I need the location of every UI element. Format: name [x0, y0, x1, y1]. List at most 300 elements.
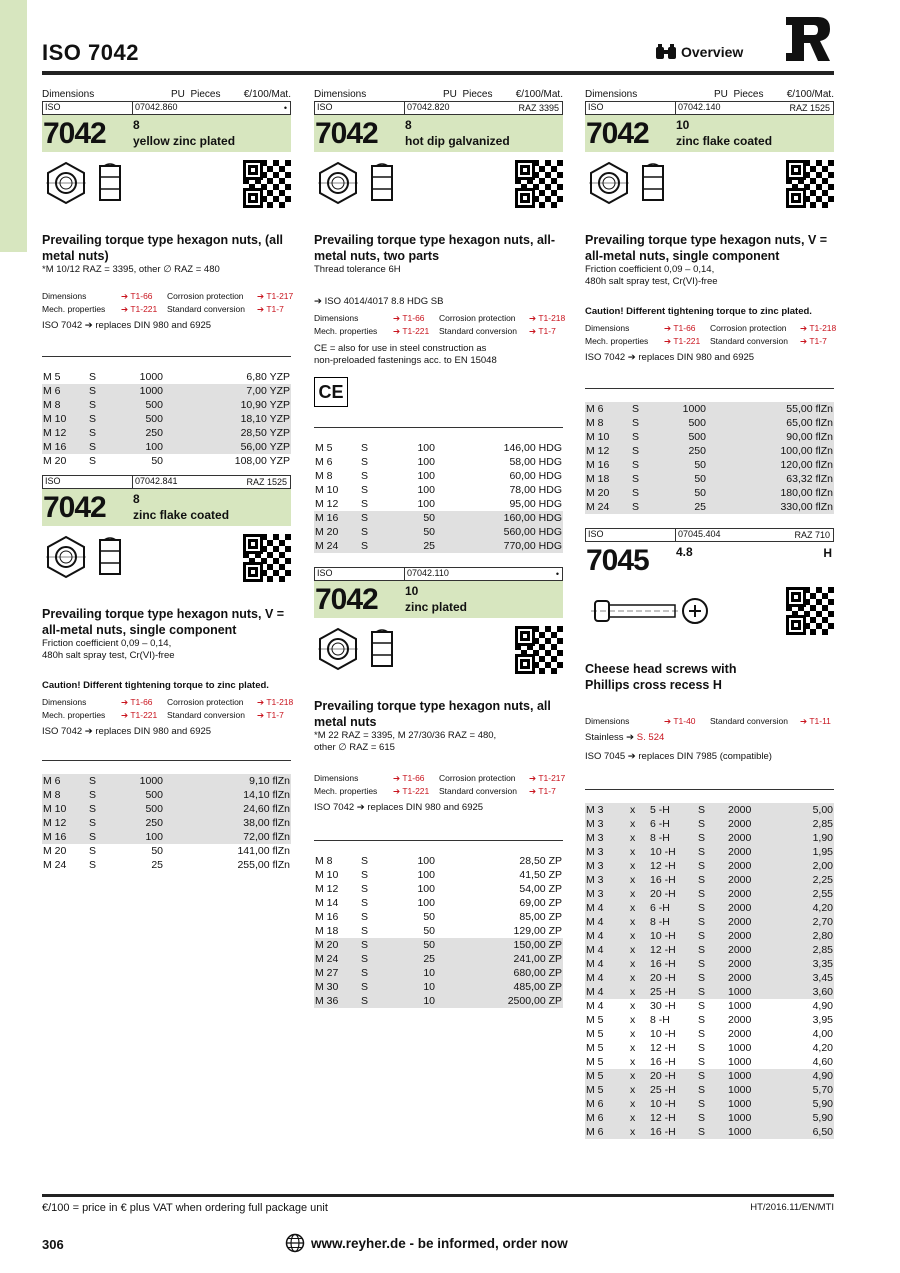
table-cell: 2000 — [727, 943, 777, 957]
table-cell: 560,00 HDG — [436, 525, 563, 539]
table-row[interactable] — [585, 1083, 834, 1097]
table-cell: 50 — [423, 925, 435, 937]
table-row[interactable] — [585, 1125, 834, 1139]
table-row[interactable] — [314, 854, 563, 868]
table-cell: x — [629, 845, 649, 859]
table-row[interactable] — [314, 938, 563, 952]
table-cell: 2000 — [728, 1028, 752, 1040]
table-cell: 108,00 YZP — [234, 455, 290, 467]
table-cell: S — [697, 957, 727, 971]
product-title: Prevailing torque type hexagon nuts, all-metal nuts, two parts — [314, 233, 556, 263]
ref-link[interactable]: ➔ T1-7 — [257, 304, 284, 314]
table-cell: 180,00 flZn — [707, 486, 834, 500]
table-cell: x — [629, 873, 649, 887]
table-cell: 2,85 — [777, 943, 834, 957]
table-cell: 28,50 YZP — [164, 426, 291, 440]
table-cell: 20 -H — [649, 1069, 697, 1083]
table-row[interactable] — [314, 882, 563, 896]
table-row[interactable] — [585, 1111, 834, 1125]
table-cell: x — [629, 1097, 649, 1111]
article-number: 07042.820 — [407, 102, 450, 112]
overview-label: Overview — [681, 44, 744, 60]
table-cell: M 10 — [315, 869, 339, 881]
table-cell: M 6 — [42, 384, 88, 398]
catalog-ref-code: HT/2016.11/EN/MTI — [750, 1202, 834, 1213]
column-header: Dimensions PU Pieces €/100/Mat. — [314, 88, 563, 100]
table-row[interactable] — [585, 1055, 834, 1069]
price-footnote: €/100 = price in € plus VAT when ordering full package unit — [42, 1202, 328, 1214]
table-row[interactable] — [585, 458, 834, 472]
qr-code[interactable] — [786, 160, 834, 208]
table-cell: 10 — [400, 994, 436, 1008]
table-cell: 50 — [671, 486, 707, 500]
table-row[interactable] — [314, 511, 563, 525]
qr-code[interactable] — [243, 534, 291, 582]
table-cell: S — [88, 384, 128, 398]
table-row[interactable] — [585, 831, 834, 845]
table-cell: 6,80 YZP — [246, 371, 290, 383]
table-cell: 4,90 — [777, 1069, 834, 1083]
table-row[interactable] — [585, 402, 834, 416]
table-row[interactable] — [585, 873, 834, 887]
table-row[interactable] — [42, 844, 291, 858]
table-row[interactable] — [42, 816, 291, 830]
table-cell: M 3 — [585, 873, 629, 887]
table-cell: S — [697, 887, 727, 901]
product-drawing — [42, 526, 291, 588]
table-cell: 485,00 ZP — [436, 980, 563, 994]
ref-link[interactable]: ➔ T1-40 — [664, 716, 696, 726]
table-cell: S — [88, 788, 128, 802]
table-cell: M 16 — [42, 830, 88, 844]
table-cell: S — [88, 816, 128, 830]
ref-link[interactable]: ➔ T1-217 — [257, 291, 294, 301]
ref-link[interactable]: ➔ T1-7 — [257, 710, 284, 720]
table-row[interactable] — [585, 943, 834, 957]
table-row[interactable] — [585, 1041, 834, 1055]
product-header[interactable]: 7042 8 yellow zinc plated — [42, 115, 291, 152]
table-cell: 4,20 — [777, 901, 834, 915]
table-cell: M 20 — [314, 938, 360, 952]
table-cell: M 12 — [42, 816, 88, 830]
table-cell: M 18 — [315, 925, 339, 937]
table-cell: 16 -H — [649, 1125, 697, 1139]
table-cell: 680,00 ZP — [436, 966, 563, 980]
table-cell: 250 — [128, 816, 164, 830]
hex-nut-drawing-icon — [46, 534, 128, 580]
table-cell: S — [360, 525, 400, 539]
ref-link[interactable]: ➔ T1-221 — [121, 304, 158, 314]
table-cell: 12 -H — [649, 943, 697, 957]
table-row[interactable] — [585, 1013, 834, 1027]
table-cell: M 24 — [314, 539, 360, 553]
table-cell: 8 -H — [649, 915, 697, 929]
table-cell: S — [697, 915, 727, 929]
table-cell: 330,00 flZn — [707, 500, 834, 514]
table-cell: 2,70 — [777, 915, 834, 929]
ref-link[interactable]: ➔ T1-221 — [121, 710, 158, 720]
ref-link[interactable]: ➔ T1-66 — [121, 291, 153, 301]
table-cell: 90,00 flZn — [707, 430, 834, 444]
table-cell: 146,00 HDG — [503, 442, 562, 454]
table-cell: 3,60 — [777, 985, 834, 999]
price-table — [585, 803, 834, 1139]
table-cell: 10 -H — [649, 845, 697, 859]
table-cell: M 10 — [585, 430, 631, 444]
table-row[interactable] — [42, 412, 291, 426]
table-cell: 150,00 ZP — [436, 938, 563, 952]
table-cell: 25 — [400, 952, 436, 966]
ref-link[interactable]: ➔ T1-66 — [393, 313, 425, 323]
table-cell: M 24 — [43, 859, 67, 871]
table-cell: M 30 — [314, 980, 360, 994]
table-row[interactable] — [314, 441, 563, 455]
table-cell: M 20 — [43, 845, 67, 857]
table-row[interactable] — [585, 1097, 834, 1111]
ref-link[interactable]: ➔ T1-221 — [664, 336, 701, 346]
table-cell: x — [629, 957, 649, 971]
table-cell: 770,00 HDG — [436, 539, 563, 553]
table-cell: 129,00 ZP — [513, 925, 562, 937]
table-cell: S — [89, 455, 97, 467]
table-cell: 10 -H — [649, 929, 697, 943]
table-row[interactable] — [42, 384, 291, 398]
article-bar: ISO 07042.110 • — [314, 567, 563, 581]
table-cell: 10 — [400, 966, 436, 980]
table-cell: M 12 — [585, 444, 631, 458]
table-cell: M 8 — [42, 788, 88, 802]
table-cell: 50 — [400, 511, 436, 525]
product-header[interactable]: 7045 4.8 H — [586, 544, 832, 577]
binoculars-icon — [655, 44, 677, 60]
table-cell: 12 -H — [649, 859, 697, 873]
table-cell: x — [629, 859, 649, 873]
table-cell: M 4 — [586, 1000, 604, 1012]
table-cell: M 10 — [42, 412, 88, 426]
ref-link[interactable]: ➔ T1-218 — [257, 697, 294, 707]
table-cell: 2500,00 ZP — [436, 994, 563, 1008]
table-row[interactable] — [42, 370, 291, 384]
ref-link[interactable]: ➔ T1-11 — [800, 716, 831, 726]
ref-link[interactable]: ➔ T1-66 — [393, 773, 425, 783]
table-cell: 1000 — [727, 1083, 777, 1097]
qr-code[interactable] — [515, 626, 563, 674]
table-cell: S — [698, 1000, 706, 1012]
hex-nut-drawing-icon — [46, 160, 128, 206]
table-cell: 141,00 flZn — [237, 845, 290, 857]
table-row[interactable] — [314, 539, 563, 553]
table-cell: 2000 — [728, 1014, 752, 1026]
table-cell: M 6 — [585, 1097, 629, 1111]
table-row[interactable] — [314, 924, 563, 938]
table-cell: S — [697, 943, 727, 957]
ref-link[interactable]: ➔ T1-218 — [800, 323, 837, 333]
table-cell: M 8 — [42, 398, 88, 412]
ref-link[interactable]: ➔ T1-7 — [529, 786, 556, 796]
table-cell: 241,00 ZP — [436, 952, 563, 966]
table-row[interactable] — [42, 788, 291, 802]
table-cell: 500 — [128, 802, 164, 816]
table-cell: 60,00 HDG — [509, 470, 562, 482]
table-cell: 20 -H — [649, 887, 697, 901]
table-cell: 2,55 — [777, 887, 834, 901]
table-cell: 500 — [128, 398, 164, 412]
table-row[interactable] — [585, 957, 834, 971]
table-cell: 500 — [671, 430, 707, 444]
table-cell: 4,00 — [812, 1028, 833, 1040]
table-cell: x — [630, 1028, 636, 1040]
table-cell: S — [361, 911, 369, 923]
table-cell: 100 — [417, 883, 435, 895]
table-row[interactable] — [585, 887, 834, 901]
table-cell: 3,95 — [812, 1014, 833, 1026]
table-cell: S — [697, 831, 727, 845]
table-cell: x — [629, 915, 649, 929]
table-row[interactable] — [585, 985, 834, 999]
table-row[interactable] — [585, 430, 834, 444]
product-header[interactable]: 7042 8 zinc flake coated — [42, 489, 291, 526]
table-cell: S — [360, 511, 400, 525]
table-row[interactable] — [42, 802, 291, 816]
table-cell: M 3 — [585, 831, 629, 845]
table-cell: 5,70 — [777, 1083, 834, 1097]
table-cell: S — [697, 859, 727, 873]
page-title: ISO 7042 — [42, 40, 139, 65]
table-cell: 6 -H — [649, 901, 697, 915]
table-cell: M 27 — [314, 966, 360, 980]
table-cell: S — [698, 1056, 706, 1068]
table-cell: 160,00 HDG — [436, 511, 563, 525]
table-row[interactable] — [314, 952, 563, 966]
table-cell: 100 — [417, 869, 435, 881]
table-cell: M 5 — [586, 1056, 604, 1068]
table-row[interactable] — [585, 859, 834, 873]
table-cell: 7,00 YZP — [164, 384, 291, 398]
table-cell: 18,10 YZP — [164, 412, 291, 426]
table-row[interactable] — [585, 416, 834, 430]
table-cell: 55,00 flZn — [707, 402, 834, 416]
table-cell: 25 — [151, 859, 163, 871]
table-row[interactable] — [314, 455, 563, 469]
table-cell: 50 — [400, 938, 436, 952]
table-cell: S — [697, 985, 727, 999]
table-row[interactable] — [314, 525, 563, 539]
table-cell: S — [697, 845, 727, 859]
table-row[interactable] — [585, 817, 834, 831]
table-row[interactable] — [314, 980, 563, 994]
table-cell: 2000 — [727, 803, 777, 817]
table-cell: M 5 — [43, 371, 61, 383]
table-row[interactable] — [314, 868, 563, 882]
table-cell: S — [631, 444, 671, 458]
table-cell: S — [88, 426, 128, 440]
table-cell: 100 — [417, 456, 435, 468]
ref-link[interactable]: ➔ T1-7 — [529, 326, 556, 336]
qr-code[interactable] — [515, 160, 563, 208]
table-cell: M 12 — [42, 426, 88, 440]
table-cell: 16 -H — [650, 1056, 676, 1068]
table-row[interactable] — [42, 426, 291, 440]
globe-icon — [285, 1233, 305, 1253]
table-cell: M 3 — [585, 817, 629, 831]
table-cell: S — [89, 371, 97, 383]
table-cell: 5,90 — [777, 1111, 834, 1125]
table-cell: 100 — [417, 897, 435, 909]
article-number: 07042.140 — [678, 102, 721, 112]
ref-link[interactable]: ➔ T1-221 — [393, 786, 430, 796]
table-cell: 41,50 ZP — [519, 869, 562, 881]
table-cell: S — [697, 1111, 727, 1125]
ref-link[interactable]: ➔ T1-221 — [393, 326, 430, 336]
table-cell: S — [697, 1069, 727, 1083]
table-row[interactable] — [42, 858, 291, 872]
overview-link[interactable] — [655, 44, 743, 60]
table-row[interactable] — [42, 398, 291, 412]
table-cell: S — [361, 897, 369, 909]
table-cell: 2000 — [727, 915, 777, 929]
table-row[interactable] — [42, 774, 291, 788]
table-cell: S — [631, 500, 671, 514]
table-cell: S — [88, 440, 128, 454]
table-row[interactable] — [314, 994, 563, 1008]
reference-grid: Dimensions ➔ T1-66 Corrosion protection ➔ T1-217 Mech. properties ➔ T1-221 Standard conversion ➔ T1-7 — [314, 772, 563, 798]
price-table — [585, 402, 834, 514]
qr-code[interactable] — [786, 587, 834, 635]
table-cell: 1000 — [671, 402, 707, 416]
table-row[interactable] — [585, 901, 834, 915]
table-cell: 8 -H — [650, 1014, 670, 1026]
price-table — [42, 370, 291, 468]
product-header[interactable]: 7042 10 zinc plated — [314, 581, 563, 618]
article-bar: ISO 07045.404 RAZ 710 — [585, 528, 834, 542]
table-cell: S — [361, 855, 369, 867]
article-bar: ISO 07042.140 RAZ 1525 — [585, 101, 834, 115]
table-row[interactable] — [585, 472, 834, 486]
table-row[interactable] — [585, 1027, 834, 1041]
table-cell: 25 — [671, 500, 707, 514]
section-sidebar-tab — [0, 0, 27, 252]
table-cell: 4,90 — [812, 1000, 833, 1012]
table-row[interactable] — [42, 440, 291, 454]
hex-nut-drawing-icon — [318, 626, 400, 672]
table-row[interactable] — [314, 966, 563, 980]
table-cell: M 18 — [585, 472, 631, 486]
table-cell: x — [630, 1014, 636, 1026]
table-cell: x — [629, 1111, 649, 1125]
ref-link[interactable]: ➔ T1-7 — [800, 336, 827, 346]
table-row[interactable] — [585, 971, 834, 985]
table-row[interactable] — [314, 497, 563, 511]
ref-link[interactable]: ➔ T1-66 — [664, 323, 696, 333]
table-row[interactable] — [585, 486, 834, 500]
table-cell: M 20 — [43, 455, 67, 467]
product-drawing — [585, 579, 834, 641]
table-cell: S — [697, 817, 727, 831]
table-cell: M 3 — [585, 845, 629, 859]
table-cell: 100 — [417, 442, 435, 454]
table-row[interactable] — [42, 830, 291, 844]
table-cell: x — [629, 901, 649, 915]
table-cell: M 20 — [585, 486, 631, 500]
table-row[interactable] — [42, 454, 291, 468]
product-title: Prevailing torque type hexagon nuts, (all metal nuts) — [42, 233, 284, 263]
table-row[interactable] — [585, 444, 834, 458]
table-cell: x — [629, 971, 649, 985]
table-cell: 2,80 — [777, 929, 834, 943]
table-cell: S — [360, 539, 400, 553]
ce-mark-icon: CE — [314, 377, 348, 407]
product-drawing — [42, 152, 291, 214]
ref-link[interactable]: ➔ T1-66 — [121, 697, 153, 707]
table-row[interactable] — [585, 500, 834, 514]
table-row[interactable] — [585, 1069, 834, 1083]
table-cell: M 5 — [585, 1069, 629, 1083]
table-cell: S — [360, 966, 400, 980]
table-cell: 50 — [151, 455, 163, 467]
table-row[interactable] — [585, 845, 834, 859]
table-cell: S — [88, 802, 128, 816]
website-link[interactable]: www.reyher.de - be informed, order now — [285, 1233, 568, 1253]
table-cell: 100 — [417, 498, 435, 510]
table-row[interactable] — [314, 469, 563, 483]
table-cell: S — [360, 994, 400, 1008]
replaces-note: ISO 7042 ➔ replaces DIN 980 and 6925 — [42, 320, 212, 331]
table-cell: S — [360, 938, 400, 952]
table-row[interactable] — [585, 915, 834, 929]
table-cell: 500 — [671, 416, 707, 430]
table-cell: 5 -H — [649, 803, 697, 817]
product-header[interactable]: 7042 8 hot dip galvanized — [314, 115, 563, 152]
column-1: Dimensions PU Pieces €/100/Mat. ISO 07042.860 • 7042 8 yellow zinc plated Prevailing torque type hexagon nuts, (all metal nuts) *M 10/12 RAZ = 3395, other ∅ RAZ = 480 Dimensions ➔ T1-66 Corrosion protection ➔ T1-217 Mech. properties ➔ T1-221 Standard conversion ➔ T1-7 ISO 7042 ➔ replaces DIN 980 and 6925 M 5 S 1000 6,80 YZP M 6 S 1000 7,00 YZP M 8 S 500 10,90 YZP M 10 S 500 18,10 YZP M 12 S 250 28,50 YZP M 16 S 100 56,00 YZP M 20 S 50 108,00 YZP ISO 07042.841 RAZ 1525 7042 8 zinc flake coated Prevailing torque type hexagon nuts, V = all-metal nuts, single component Friction coefficient 0,09 – 0,14, 480h salt spray test, Cr(VI)-free Caution! Different tightening torque to zinc plated. Dimensions ➔ T1-66 Corrosion protection ➔ T1-218 Mech. properties ➔ T1-221 Standard conversion ➔ T1-7 ISO 7042 ➔ replaces DIN 980 and 6925 M 6 S 1000 9,10 flZn M 8 S 500 14,10 flZn M 10 S 500 24,60 flZn M 12 S 250 38,00 flZn M 16 S 100 72,00 flZn M 20 S 50 141,00 flZn M 24 S 25 255,00 flZn — [42, 88, 291, 872]
ref-link[interactable]: ➔ T1-217 — [529, 773, 566, 783]
table-cell: x — [629, 1083, 649, 1097]
table-cell: S — [698, 1014, 706, 1026]
table-cell: S — [361, 442, 369, 454]
table-cell: 5,00 — [777, 803, 834, 817]
table-cell: S — [697, 929, 727, 943]
table-cell: 85,00 ZP — [519, 911, 562, 923]
table-row[interactable] — [314, 910, 563, 924]
ref-link[interactable]: ➔ T1-218 — [529, 313, 566, 323]
qr-code[interactable] — [243, 160, 291, 208]
column-2: Dimensions PU Pieces €/100/Mat. ISO 07042.820 RAZ 3395 7042 8 hot dip galvanized Prevailing torque type hexagon nuts, all-metal nuts, two parts Thread tolerance 6H ➔ ISO 4014/4017 8.8 HDG SB Dimensions ➔ T1-66 Corrosion protection ➔ T1-218 Mech. properties ➔ T1-221 Standard conversion ➔ T1-7 CE = also for use in steel construction as non-preloaded fastenings acc. to EN 15048 CE M 5 S 100 146,00 HDG M 6 S 100 58,00 HDG M 8 S 100 60,00 HDG M 10 S 100 78,00 HDG M 12 S 100 95,00 HDG M 16 S 50 160,00 HDG M 20 S 50 560,00 HDG M 24 S 25 770,00 HDG ISO 07042.110 • 7042 10 zinc plated Prevailing torque type hexagon nuts, all metal nuts *M 22 RAZ = 3395, M 27/30/36 RAZ = 480, other ∅ RAZ = 615 Dimensions ➔ T1-66 Corrosion protection ➔ T1-217 Mech. properties ➔ T1-221 Standard conversion ➔ T1-7 ISO 7042 ➔ replaces DIN 980 and 6925 M 8 S 100 28,50 ZP M 10 S 100 41,50 ZP M 12 S 100 54,00 ZP M 14 S 100 69,00 ZP M 16 S 50 85,00 ZP M 18 S 50 129,00 ZP M 20 S 50 150,00 ZP M 24 S 25 241,00 ZP M 27 S 10 680,00 ZP M 30 S 10 485,00 ZP M 36 S 10 2500,00 ZP — [314, 88, 563, 1008]
table-cell: 1,95 — [777, 845, 834, 859]
table-cell: S — [631, 416, 671, 430]
table-row[interactable] — [585, 803, 834, 817]
table-row[interactable] — [314, 896, 563, 910]
product-header[interactable]: 7042 10 zinc flake coated — [585, 115, 834, 152]
table-cell: 25 -H — [649, 1083, 697, 1097]
table-cell: 2,25 — [777, 873, 834, 887]
table-cell: 2,85 — [777, 817, 834, 831]
replaces-note: ISO 7045 ➔ replaces DIN 7985 (compatible) — [585, 751, 772, 762]
table-cell: 2,00 — [777, 859, 834, 873]
table-cell: 2000 — [727, 929, 777, 943]
title-rule — [42, 71, 834, 75]
table-row[interactable] — [585, 999, 834, 1013]
table-cell: S — [361, 498, 369, 510]
table-cell: 1000 — [728, 1000, 752, 1012]
reyher-logo-icon — [784, 15, 832, 63]
table-cell: x — [629, 1125, 649, 1139]
table-row[interactable] — [585, 929, 834, 943]
article-bar: ISO 07042.860 • — [42, 101, 291, 115]
table-cell: x — [630, 1042, 636, 1054]
table-cell: M 8 — [585, 416, 631, 430]
reference-grid: Dimensions ➔ T1-40 Standard conversion ➔ T1-11 — [585, 715, 834, 728]
table-row[interactable] — [314, 483, 563, 497]
ref-link[interactable]: S. 524 — [636, 732, 665, 743]
